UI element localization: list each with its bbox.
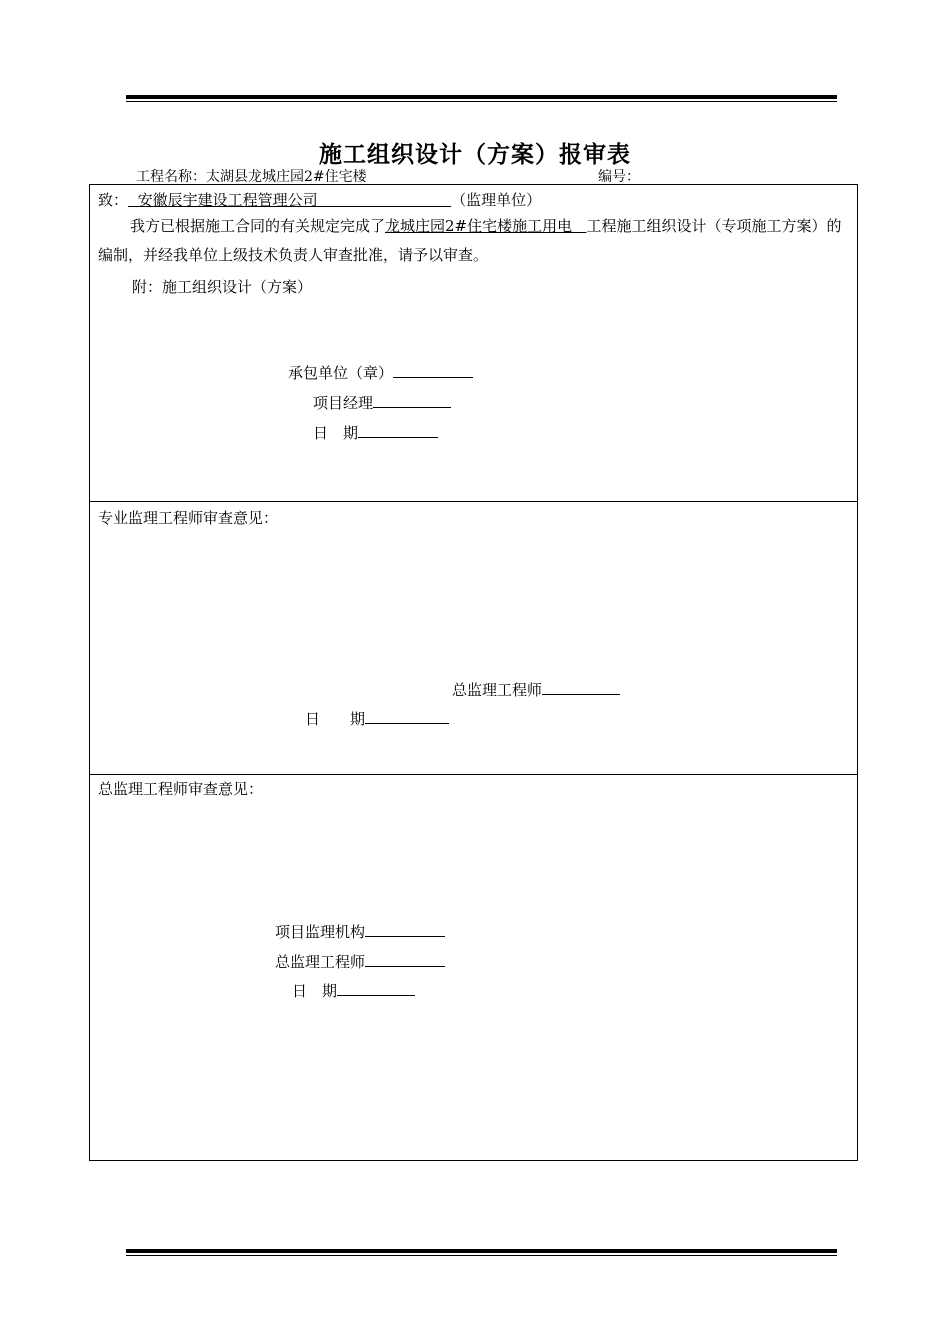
contractor-signature-line: 承包单位（章） xyxy=(288,362,473,383)
org-signature-line: 项目监理机构 xyxy=(275,921,445,942)
chief-review-section xyxy=(89,774,858,1161)
supervisor-company: 安徽辰宇建设工程管理公司 xyxy=(137,191,318,209)
attachment-line: 附：施工组织设计（方案） xyxy=(132,278,313,296)
number-label: 编号： xyxy=(598,169,640,185)
date-blank-1 xyxy=(358,423,438,438)
date-blank-2 xyxy=(365,709,449,724)
date-line-2: 日 期 xyxy=(305,708,449,729)
date-line-3: 日 期 xyxy=(292,980,415,1001)
chief-review-heading: 总监理工程师审查意见： xyxy=(98,780,264,798)
chief-blank-2 xyxy=(542,680,620,695)
project-name: 太湖县龙城庄园2#住宅楼 xyxy=(206,169,367,185)
pm-blank xyxy=(373,393,451,408)
page-title: 施工组织设计（方案）报审表 xyxy=(319,141,631,168)
professional-review-section xyxy=(89,501,858,775)
date-blank-3 xyxy=(337,981,415,996)
contractor-blank xyxy=(393,363,473,378)
supervisor-unit-label: （监理单位） xyxy=(451,191,542,209)
submission-body: 我方已根据施工合同的有关规定完成了龙城庄园2#住宅楼施工用电 工程施工组织设计（专项施工方案）的编制，并经我单位上级技术负责人审查批准，请予以审查。 xyxy=(98,217,842,264)
professional-review-heading: 专业监理工程师审查意见： xyxy=(98,509,279,527)
top-rule xyxy=(126,95,837,102)
to-label: 致： xyxy=(98,191,129,209)
pm-signature-line: 项目经理 xyxy=(313,392,451,413)
date-line-1: 日 期 xyxy=(313,422,438,443)
org-blank xyxy=(365,922,445,937)
chief-signature-line-2: 总监理工程师 xyxy=(452,679,620,700)
chief-signature-line-3: 总监理工程师 xyxy=(275,951,445,972)
bottom-rule xyxy=(126,1249,837,1256)
project-label: 工程名称： xyxy=(136,169,206,185)
project-name-line xyxy=(136,166,367,186)
body-project-name: 龙城庄园2#住宅楼施工用电 xyxy=(385,217,573,235)
recipient-line xyxy=(98,189,541,210)
submission-section xyxy=(89,184,858,502)
chief-blank-3 xyxy=(365,952,445,967)
